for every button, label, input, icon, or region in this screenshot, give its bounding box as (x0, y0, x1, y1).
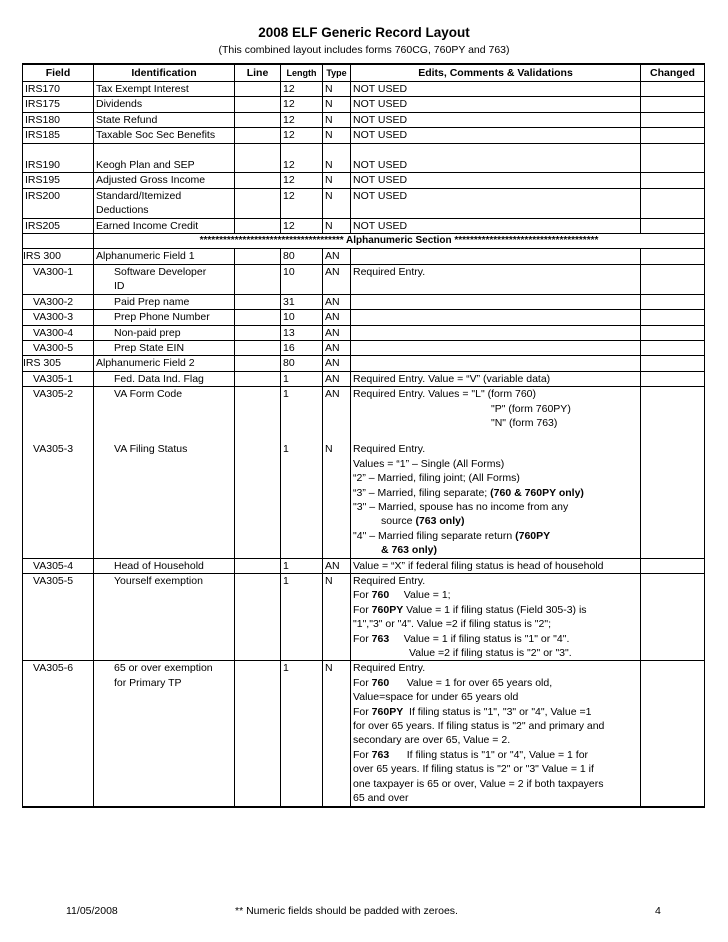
type-cell: AN (323, 387, 351, 443)
length-cell: 12 (281, 188, 323, 218)
footer-date: 11/05/2008 (66, 905, 118, 917)
identification-cell: Yourself exemption (94, 574, 235, 661)
edit-line: For 763 Value = 1 if filing status is "1" or "4". (353, 632, 570, 645)
length-cell: 1 (281, 387, 323, 443)
type-cell: AN (323, 325, 351, 340)
line-cell (235, 294, 281, 309)
field-cell: VA300-4 (23, 325, 94, 340)
edits-cell (351, 387, 641, 443)
edits-cell: NOT USED (351, 112, 641, 127)
type-cell: AN (323, 356, 351, 371)
identification-cell: Non-paid prep (94, 325, 235, 340)
line-cell (235, 325, 281, 340)
edits-cell: NOT USED (351, 218, 641, 233)
type-cell: N (323, 112, 351, 127)
table-row (23, 340, 705, 355)
line-cell (235, 158, 281, 173)
table-row (23, 661, 705, 807)
identification-cell: Dividends (94, 97, 235, 112)
field-cell: IRS175 (23, 97, 94, 112)
changed-cell (641, 82, 705, 97)
edit-line: Value =2 if filing status is "2" or "3". (409, 647, 572, 660)
identification-cell: Alphanumeric Field 2 (94, 356, 235, 371)
section-banner: ************************************* Alphanumeric Section ************************************* (94, 234, 705, 249)
identification-cell: Adjusted Gross Income (94, 173, 235, 188)
identification-cell: Tax Exempt Interest (94, 82, 235, 97)
length-cell: 12 (281, 97, 323, 112)
changed-cell (641, 188, 705, 218)
edit-line: over 65 years. If filing status is "2" or "3" Value = 1 if (353, 763, 594, 776)
edit-line: "3" – Married, spouse has no income from any (353, 500, 569, 513)
identification-cell: Standard/Itemized Deductions (94, 188, 235, 218)
edits-cell: Required Entry. (351, 264, 641, 294)
type-cell: AN (323, 310, 351, 325)
table-row (23, 188, 705, 218)
edits-cell (351, 442, 641, 558)
edit-line: For 760PY If filing status is "1", "3" or "4", Value =1 (353, 705, 592, 718)
edit-line: Required Entry. (353, 662, 426, 675)
line-cell (235, 82, 281, 97)
edits-cell (351, 574, 641, 661)
table-row (23, 82, 705, 97)
table-row (23, 264, 705, 294)
field-cell: IRS205 (23, 218, 94, 233)
changed-cell (641, 294, 705, 309)
table-row (23, 112, 705, 127)
type-cell: N (323, 188, 351, 218)
edits-cell: Value = “X” if federal filing status is head of household (351, 558, 641, 573)
identification-cell: Paid Prep name (94, 294, 235, 309)
table-row (23, 558, 705, 573)
table-row (23, 387, 705, 443)
length-cell: 1 (281, 558, 323, 573)
spacer-row (23, 143, 705, 158)
col-header-identification: Identification (94, 64, 235, 82)
type-cell: AN (323, 340, 351, 355)
line-cell (235, 387, 281, 443)
edit-line: & 763 only) (381, 544, 438, 557)
length-cell: 1 (281, 661, 323, 807)
table-row (23, 128, 705, 143)
edit-line: “2” – Married, filing joint; (All Forms) (353, 472, 520, 485)
line-cell (235, 442, 281, 558)
type-cell: N (323, 173, 351, 188)
line-cell (235, 264, 281, 294)
length-cell: 1 (281, 442, 323, 558)
field-cell: IRS200 (23, 188, 94, 218)
changed-cell (641, 249, 705, 264)
changed-cell (641, 264, 705, 294)
field-cell: VA300-3 (23, 310, 94, 325)
edit-line: Value=space for under 65 years old (353, 691, 519, 704)
changed-cell (641, 340, 705, 355)
line-cell (235, 558, 281, 573)
edits-cell (351, 661, 641, 807)
edit-line: source (763 only) (381, 515, 465, 528)
field-cell: IRS195 (23, 173, 94, 188)
field-cell: VA300-1 (23, 264, 94, 294)
edit-line: 65 and over (353, 792, 409, 805)
table-row (23, 294, 705, 309)
length-cell: 12 (281, 112, 323, 127)
identification-cell: Fed. Data Ind. Flag (94, 371, 235, 386)
edits-cell (351, 310, 641, 325)
line-cell (235, 574, 281, 661)
changed-cell (641, 371, 705, 386)
field-cell: VA305-6 (23, 661, 94, 807)
edit-line: For 760PY Value = 1 if filing status (Field 305-3) is (353, 603, 587, 616)
changed-cell (641, 325, 705, 340)
line-cell (235, 112, 281, 127)
line-cell (235, 371, 281, 386)
identification-cell: Prep State EIN (94, 340, 235, 355)
type-cell: AN (323, 294, 351, 309)
col-header-type: Type (323, 64, 351, 82)
length-cell: 12 (281, 218, 323, 233)
edit-line: "1","3" or "4". Value =2 if filing status is "2"; (353, 618, 552, 631)
line-cell (235, 97, 281, 112)
col-header-field: Field (23, 64, 94, 82)
line-cell (235, 188, 281, 218)
col-header-line: Line (235, 64, 281, 82)
table-row (23, 310, 705, 325)
line-cell (235, 356, 281, 371)
identification-cell: 65 or over exemption for Primary TP (94, 661, 235, 807)
length-cell: 12 (281, 82, 323, 97)
field-cell: VA300-5 (23, 340, 94, 355)
changed-cell (641, 387, 705, 443)
changed-cell (641, 558, 705, 573)
length-cell: 1 (281, 574, 323, 661)
identification-cell: Software Developer ID (94, 264, 235, 294)
table-row (23, 97, 705, 112)
numeric-rows (23, 82, 705, 234)
changed-cell (641, 218, 705, 233)
line-cell (235, 128, 281, 143)
edits-cell (351, 340, 641, 355)
field-cell: VA305-1 (23, 371, 94, 386)
identification-cell: Head of Household (94, 558, 235, 573)
changed-cell (641, 310, 705, 325)
changed-cell (641, 128, 705, 143)
table-row (23, 371, 705, 386)
edits-cell (351, 249, 641, 264)
type-cell: AN (323, 558, 351, 573)
length-cell: 80 (281, 249, 323, 264)
length-cell: 13 (281, 325, 323, 340)
footer-page-number: 4 (655, 905, 661, 917)
type-cell: N (323, 218, 351, 233)
table-row (23, 325, 705, 340)
edit-line: Required Entry. Values = "L" (form 760) (353, 388, 537, 401)
field-cell: IRS 300 (23, 249, 94, 264)
line-cell (235, 661, 281, 807)
edit-line: For 760 Value = 1 for over 65 years old, (353, 676, 553, 689)
length-cell: 10 (281, 310, 323, 325)
line-cell (235, 249, 281, 264)
length-cell: 12 (281, 128, 323, 143)
changed-cell (641, 574, 705, 661)
col-header-length: Length (281, 64, 323, 82)
field-cell: VA305-3 (23, 442, 94, 558)
changed-cell (641, 158, 705, 173)
section-banner-row (23, 234, 705, 249)
edit-line: Required Entry. (353, 443, 426, 456)
edits-cell: NOT USED (351, 173, 641, 188)
type-cell: N (323, 158, 351, 173)
changed-cell (641, 97, 705, 112)
edits-cell (351, 356, 641, 371)
table-row (23, 249, 705, 264)
type-cell: AN (323, 371, 351, 386)
edits-cell (351, 294, 641, 309)
field-cell: VA300-2 (23, 294, 94, 309)
edits-cell: NOT USED (351, 188, 641, 218)
line-cell (235, 310, 281, 325)
identification-cell: VA Form Code (94, 387, 235, 443)
edit-line: "N" (form 763) (491, 416, 558, 429)
table-header-row (23, 64, 705, 82)
length-cell: 80 (281, 356, 323, 371)
field-cell: IRS170 (23, 82, 94, 97)
edits-cell: NOT USED (351, 158, 641, 173)
edit-line: “3” – Married, filing separate; (760 & 760PY only) (353, 486, 584, 499)
edits-cell: NOT USED (351, 97, 641, 112)
type-cell: N (323, 128, 351, 143)
table-row (23, 218, 705, 233)
changed-cell (641, 661, 705, 807)
line-cell (235, 218, 281, 233)
table-row (23, 356, 705, 371)
field-cell: IRS190 (23, 158, 94, 173)
changed-cell (641, 173, 705, 188)
edit-line: For 763 If filing status is "1" or "4", Value = 1 for (353, 748, 589, 761)
identification-cell: Taxable Soc Sec Benefits (94, 128, 235, 143)
identification-cell: Alphanumeric Field 1 (94, 249, 235, 264)
edits-cell: NOT USED (351, 128, 641, 143)
identification-cell: State Refund (94, 112, 235, 127)
record-layout-table (22, 63, 705, 808)
type-cell: AN (323, 264, 351, 294)
edit-line: For 760 Value = 1; (353, 589, 451, 602)
edits-cell (351, 325, 641, 340)
length-cell: 12 (281, 173, 323, 188)
type-cell: N (323, 661, 351, 807)
alphanumeric-rows (23, 249, 705, 387)
length-cell: 16 (281, 340, 323, 355)
type-cell: N (323, 97, 351, 112)
identification-cell: Prep Phone Number (94, 310, 235, 325)
changed-cell (641, 356, 705, 371)
line-cell (235, 340, 281, 355)
edit-line: "P" (form 760PY) (491, 402, 571, 415)
col-header-changed: Changed (641, 64, 705, 82)
edit-line: Values = “1” – Single (All Forms) (353, 457, 505, 470)
line-cell (235, 173, 281, 188)
field-cell: VA305-2 (23, 387, 94, 443)
length-cell: 12 (281, 158, 323, 173)
changed-cell (641, 112, 705, 127)
length-cell: 1 (281, 371, 323, 386)
table-row (23, 173, 705, 188)
edit-line: for over 65 years. If filing status is "2" and primary and (353, 720, 605, 733)
edit-line: Required Entry. (353, 575, 426, 587)
edit-line: "4" – Married filing separate return (760PY (353, 529, 551, 542)
table-row (23, 442, 705, 558)
length-cell: 31 (281, 294, 323, 309)
edits-cell: NOT USED (351, 82, 641, 97)
table-row (23, 158, 705, 173)
length-cell: 10 (281, 264, 323, 294)
identification-cell: VA Filing Status (94, 442, 235, 558)
type-cell: N (323, 82, 351, 97)
field-cell: IRS185 (23, 128, 94, 143)
field-cell: VA305-4 (23, 558, 94, 573)
field-cell: IRS180 (23, 112, 94, 127)
page-subtitle: (This combined layout includes forms 760CG, 760PY and 763) (218, 44, 510, 56)
edits-cell: Required Entry. Value = “V” (variable data) (351, 371, 641, 386)
type-cell: N (323, 442, 351, 558)
col-header-edits: Edits, Comments & Validations (351, 64, 641, 82)
edit-line: secondary are over 65, Value = 2. (353, 734, 511, 747)
table-row (23, 574, 705, 661)
type-cell: N (323, 574, 351, 661)
field-cell: IRS 305 (23, 356, 94, 371)
type-cell: AN (323, 249, 351, 264)
page-title: 2008 ELF Generic Record Layout (258, 25, 470, 40)
edit-line: one taxpayer is 65 or over, Value = 2 if both taxpayers (353, 777, 604, 790)
footer-note: ** Numeric fields should be padded with zeroes. (235, 905, 458, 917)
field-cell: VA305-5 (23, 574, 94, 661)
identification-cell: Keogh Plan and SEP (94, 158, 235, 173)
changed-cell (641, 442, 705, 558)
identification-cell: Earned Income Credit (94, 218, 235, 233)
